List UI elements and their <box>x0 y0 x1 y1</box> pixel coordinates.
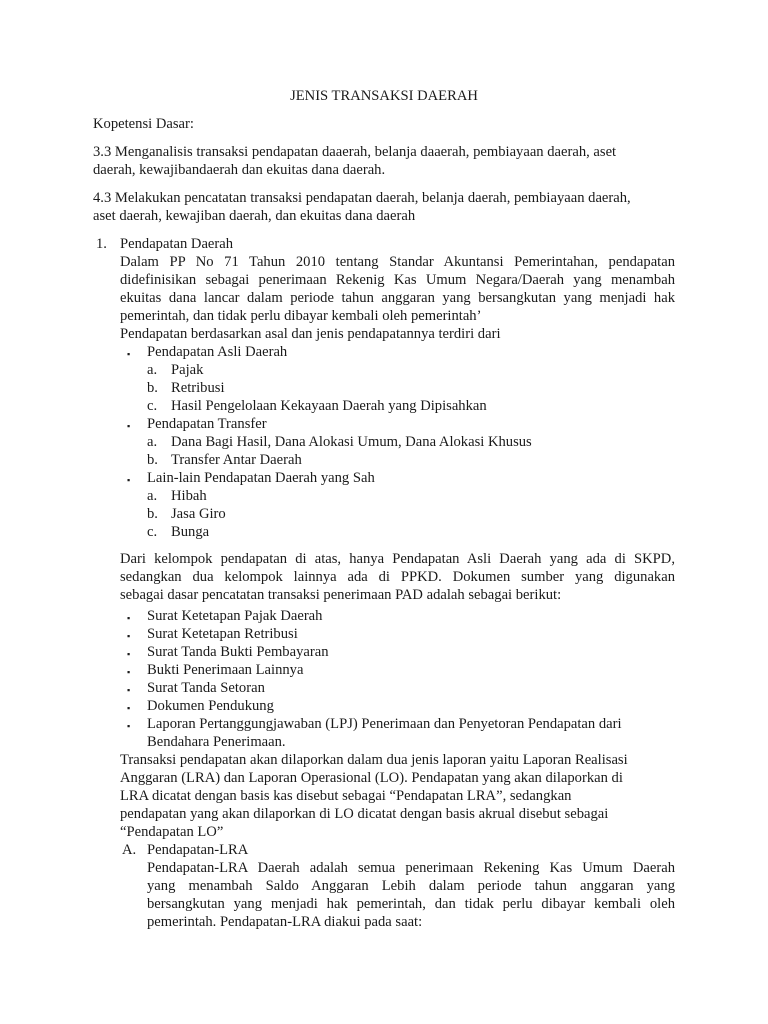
kd-3-3-line: 3.3 Menganalisis transaksi pendapatan daaerah, belanja daaerah, pembiayaan daerah, aset <box>93 144 617 160</box>
document-item-continuation: Bendahara Penerimaan. <box>147 734 286 750</box>
document-item: Bukti Penerimaan Lainnya <box>147 662 304 678</box>
bullet-marker: ▪ <box>127 721 131 731</box>
kd-4-3-line: 4.3 Melakukan pencatatan transaksi pendapatan daerah, belanja daerah, pembiayaan daerah, <box>93 190 631 206</box>
document-item: Surat Tanda Setoran <box>147 680 265 696</box>
source-line: Dari kelompok pendapatan di atas, hanya Pendapatan Asli Daerah yang ada di SKPD, <box>120 551 675 567</box>
list-marker: c. <box>147 398 158 414</box>
list-marker: a. <box>147 362 158 378</box>
group-label: Pendapatan Asli Daerah <box>147 344 288 360</box>
list-item: Jasa Giro <box>171 506 226 522</box>
list-marker: b. <box>147 380 158 396</box>
list-item: Hasil Pengelolaan Kekayaan Daerah yang Dipisahkan <box>171 398 487 414</box>
report-line: Anggaran (LRA) dan Laporan Operasional (LO). Pendapatan yang akan dilaporkan di <box>120 770 623 786</box>
definition-line: pemerintah, dan tidak perlu dibayar kembali oleh pemerintah’ <box>120 308 482 324</box>
list-marker: b. <box>147 506 158 522</box>
list-marker: b. <box>147 452 158 468</box>
section-number: 1. <box>96 236 107 252</box>
kd-3-3 <box>93 143 675 179</box>
document-item: Dokumen Pendukung <box>147 698 274 714</box>
intro-text: Pendapatan berdasarkan asal dan jenis pendapatannya terdiri dari <box>120 326 501 342</box>
section-heading: Pendapatan Daerah <box>120 236 234 252</box>
report-line: Transaksi pendapatan akan dilaporkan dalam dua jenis laporan yaitu Laporan Realisasi <box>120 752 628 768</box>
bullet-marker: ▪ <box>127 475 131 485</box>
bullet-marker: ▪ <box>127 421 131 431</box>
list-marker: a. <box>147 488 158 504</box>
report-line: LRA dicatat dengan basis kas disebut sebagai “Pendapatan LRA”, sedangkan <box>120 788 572 804</box>
list-marker: a. <box>147 434 158 450</box>
document-item: Surat Ketetapan Pajak Daerah <box>147 608 323 624</box>
document-item: Surat Ketetapan Retribusi <box>147 626 298 642</box>
kompetensi-label: Kopetensi Dasar: <box>93 116 194 132</box>
report-line: “Pendapatan LO” <box>120 824 224 840</box>
definition-line: Dalam PP No 71 Tahun 2010 tentang Standar Akuntansi Pemerintahan, pendapatan <box>120 254 675 270</box>
bullet-marker: ▪ <box>127 703 131 713</box>
kd-3-3-line: daerah, kewajibandaerah dan ekuitas dana daerah. <box>93 162 386 178</box>
subsection-line: bersangkutan yang menjadi hak pemerintah, dan tidak perlu dibayar kembali oleh <box>147 896 675 912</box>
list-item: Bunga <box>171 524 210 540</box>
bullet-marker: ▪ <box>127 613 131 623</box>
subsection-heading: Pendapatan-LRA <box>147 842 249 858</box>
report-line: pendapatan yang akan dilaporkan di LO dicatat dengan basis akrual disebut sebagai <box>120 806 609 822</box>
kd-4-3-line: aset daerah, kewajiban daerah, dan ekuitas dana daerah <box>93 208 416 224</box>
subsection-line: pemerintah. Pendapatan-LRA diakui pada saat: <box>147 914 423 930</box>
list-marker: c. <box>147 524 158 540</box>
group-label: Lain-lain Pendapatan Daerah yang Sah <box>147 470 375 486</box>
list-item: Pajak <box>171 362 204 378</box>
document-item: Surat Tanda Bukti Pembayaran <box>147 644 329 660</box>
source-line: sebagai dasar pencatatan transaksi penerimaan PAD adalah sebagai berikut: <box>120 587 562 603</box>
subsection-line: Pendapatan-LRA Daerah adalah semua penerimaan Rekening Kas Umum Daerah <box>147 860 675 876</box>
subsection-line: yang menambah Saldo Anggaran Lebih dalam periode tahun anggaran yang <box>147 878 675 894</box>
list-item: Transfer Antar Daerah <box>171 452 302 468</box>
bullet-marker: ▪ <box>127 685 131 695</box>
list-item: Hibah <box>171 488 207 504</box>
definition-line: ekuitas dana lancar dalam periode tahun anggaran yang bersangkutan yang menjadi hak <box>120 290 675 306</box>
subsection-paragraph <box>147 859 675 931</box>
list-item: Retribusi <box>171 380 225 396</box>
definition-line: didefinisikan sebagai penerimaan Rekenig Kas Umum Negara/Daerah yang menambah <box>120 272 675 288</box>
bullet-marker: ▪ <box>127 631 131 641</box>
group-label: Pendapatan Transfer <box>147 416 267 432</box>
list-item: Dana Bagi Hasil, Dana Alokasi Umum, Dana Alokasi Khusus <box>171 434 532 450</box>
page-title: JENIS TRANSAKSI DAERAH <box>290 88 478 104</box>
subsection-marker: A. <box>122 842 137 858</box>
bullet-marker: ▪ <box>127 349 131 359</box>
definition-paragraph <box>120 253 675 325</box>
kd-4-3 <box>93 189 675 225</box>
source-line: sedangkan dua kelompok lainnya ada di PPKD. Dokumen sumber yang digunakan <box>120 569 675 585</box>
report-paragraph <box>120 751 675 841</box>
bullet-marker: ▪ <box>127 667 131 677</box>
source-paragraph <box>120 550 675 604</box>
document-item: Laporan Pertanggungjawaban (LPJ) Penerimaan dan Penyetoran Pendapatan dari <box>147 716 622 732</box>
bullet-marker: ▪ <box>127 649 131 659</box>
